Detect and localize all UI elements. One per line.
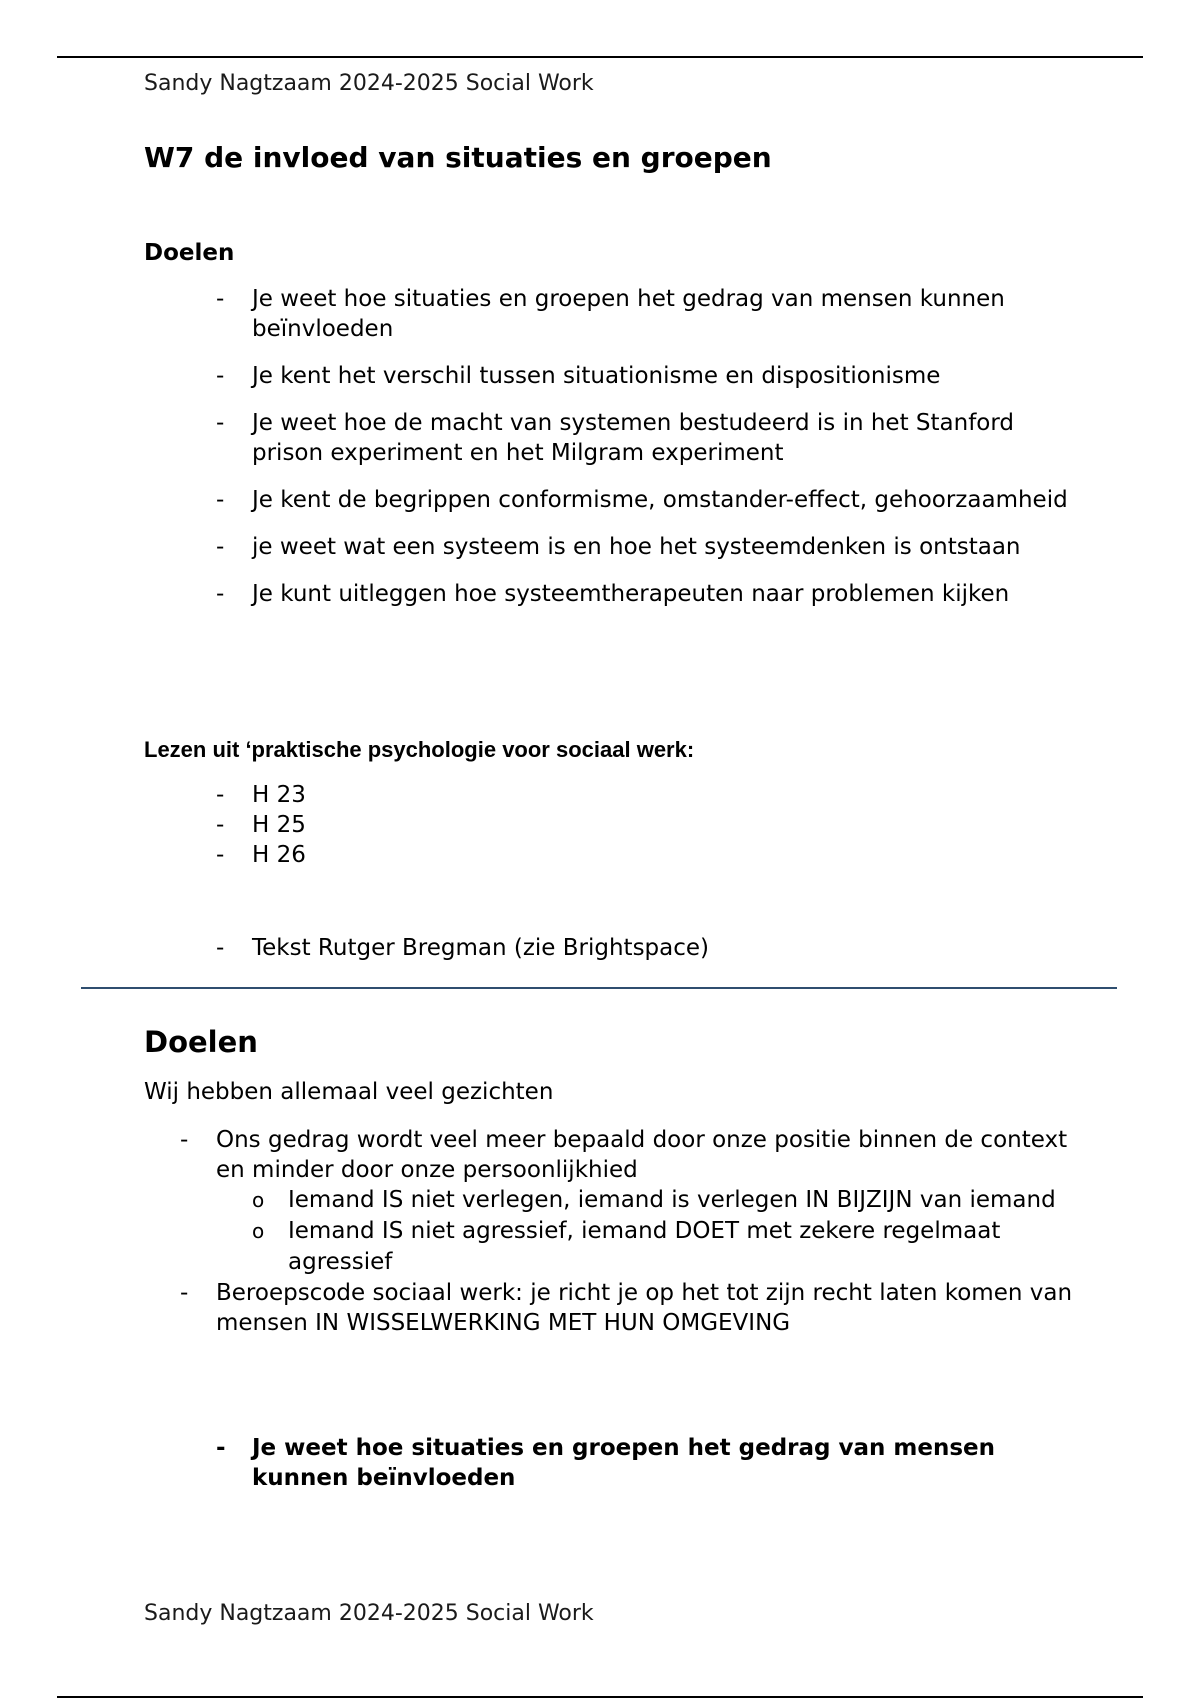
dash-bullet: - [180, 1127, 189, 1153]
goals-list [144, 284, 1074, 626]
extra-reading-item [144, 933, 709, 963]
faces-point-text: Ons gedrag wordt veel meer bepaald door onze positie binnen de context en minder door onze persoonlijkhied [216, 1127, 1068, 1183]
section-divider [81, 987, 1117, 989]
highlighted-goal-list [144, 1433, 1074, 1493]
faces-list [144, 1125, 1074, 1338]
highlighted-goal [144, 1433, 1074, 1493]
header-rule [57, 56, 1143, 58]
goal-text: Je kunt uitleggen hoe systeemtherapeuten naar problemen kijken [252, 581, 1010, 607]
extra-reading-text: Tekst Rutger Bregman (zie Brightspace) [252, 935, 710, 961]
goal-item [144, 579, 1074, 609]
faces-subpoint-text: Iemand IS niet verlegen, iemand is verlegen IN BIJZIJN van iemand [288, 1187, 1056, 1213]
circle-bullet-icon: o [252, 1188, 265, 1212]
circle-bullet-icon: o [252, 1219, 265, 1243]
faces-point [144, 1125, 1074, 1278]
goal-text: Je kent de begrippen conformisme, omstander-effect, gehoorzaamheid [252, 487, 1068, 513]
faces-point [144, 1278, 1074, 1338]
dash-bullet: - [216, 1435, 226, 1461]
faces-sublist [216, 1185, 1074, 1278]
chapter-text: H 23 [252, 782, 306, 808]
goal-text: je weet wat een systeem is en hoe het systeemdenken is ontstaan [252, 534, 1021, 560]
goal-text: Je kent het verschil tussen situationisme en dispositionisme [252, 363, 941, 389]
chapter-item [144, 810, 306, 840]
section2-intro: Wij hebben allemaal veel gezichten [144, 1079, 554, 1105]
faces-subpoint [216, 1185, 1074, 1216]
faces-subpoint [216, 1216, 1074, 1278]
faces-subpoint-text: Iemand IS niet agressief, iemand DOET met zekere regelmaat agressief [288, 1218, 1001, 1275]
dash-bullet: - [216, 487, 225, 513]
goal-text: Je weet hoe situaties en groepen het gedrag van mensen kunnen beïnvloeden [252, 286, 1005, 342]
goal-item [144, 532, 1074, 562]
dash-bullet: - [216, 286, 225, 312]
page-title: W7 de invloed van situaties en groepen [144, 141, 772, 174]
highlighted-goal-text: Je weet hoe situaties en groepen het gedrag van mensen kunnen beïnvloeden [252, 1435, 995, 1491]
dash-bullet: - [216, 782, 225, 808]
chapter-item [144, 780, 306, 810]
dash-bullet: - [216, 410, 225, 436]
chapter-text: H 26 [252, 842, 306, 868]
goal-item [144, 361, 1074, 391]
chapter-list [144, 780, 306, 870]
dash-bullet: - [216, 581, 225, 607]
extra-reading-list [144, 933, 709, 963]
goals-heading: Doelen [144, 240, 235, 266]
footer-rule [57, 1696, 1143, 1698]
dash-bullet: - [216, 812, 225, 838]
chapter-item [144, 840, 306, 870]
dash-bullet: - [216, 534, 225, 560]
faces-point-text: Beroepscode sociaal werk: je richt je op het tot zijn recht laten komen van mensen IN WISSELWERKING MET HUN OMGEVING [216, 1280, 1073, 1336]
dash-bullet: - [180, 1280, 189, 1306]
goal-item [144, 284, 1074, 344]
section2-title: Doelen [144, 1025, 258, 1059]
goal-text: Je weet hoe de macht van systemen bestudeerd is in het Stanford prison experiment en het Milgram experiment [252, 410, 1015, 466]
dash-bullet: - [216, 363, 225, 389]
goal-item [144, 485, 1074, 515]
dash-bullet: - [216, 842, 225, 868]
dash-bullet: - [216, 935, 225, 961]
goal-item [144, 408, 1074, 468]
chapter-text: H 25 [252, 812, 306, 838]
page-footer: Sandy Nagtzaam 2024-2025 Social Work [144, 1601, 594, 1626]
page-header: Sandy Nagtzaam 2024-2025 Social Work [144, 71, 594, 96]
reading-heading: Lezen uit ‘praktische psychologie voor sociaal werk: [144, 737, 695, 762]
